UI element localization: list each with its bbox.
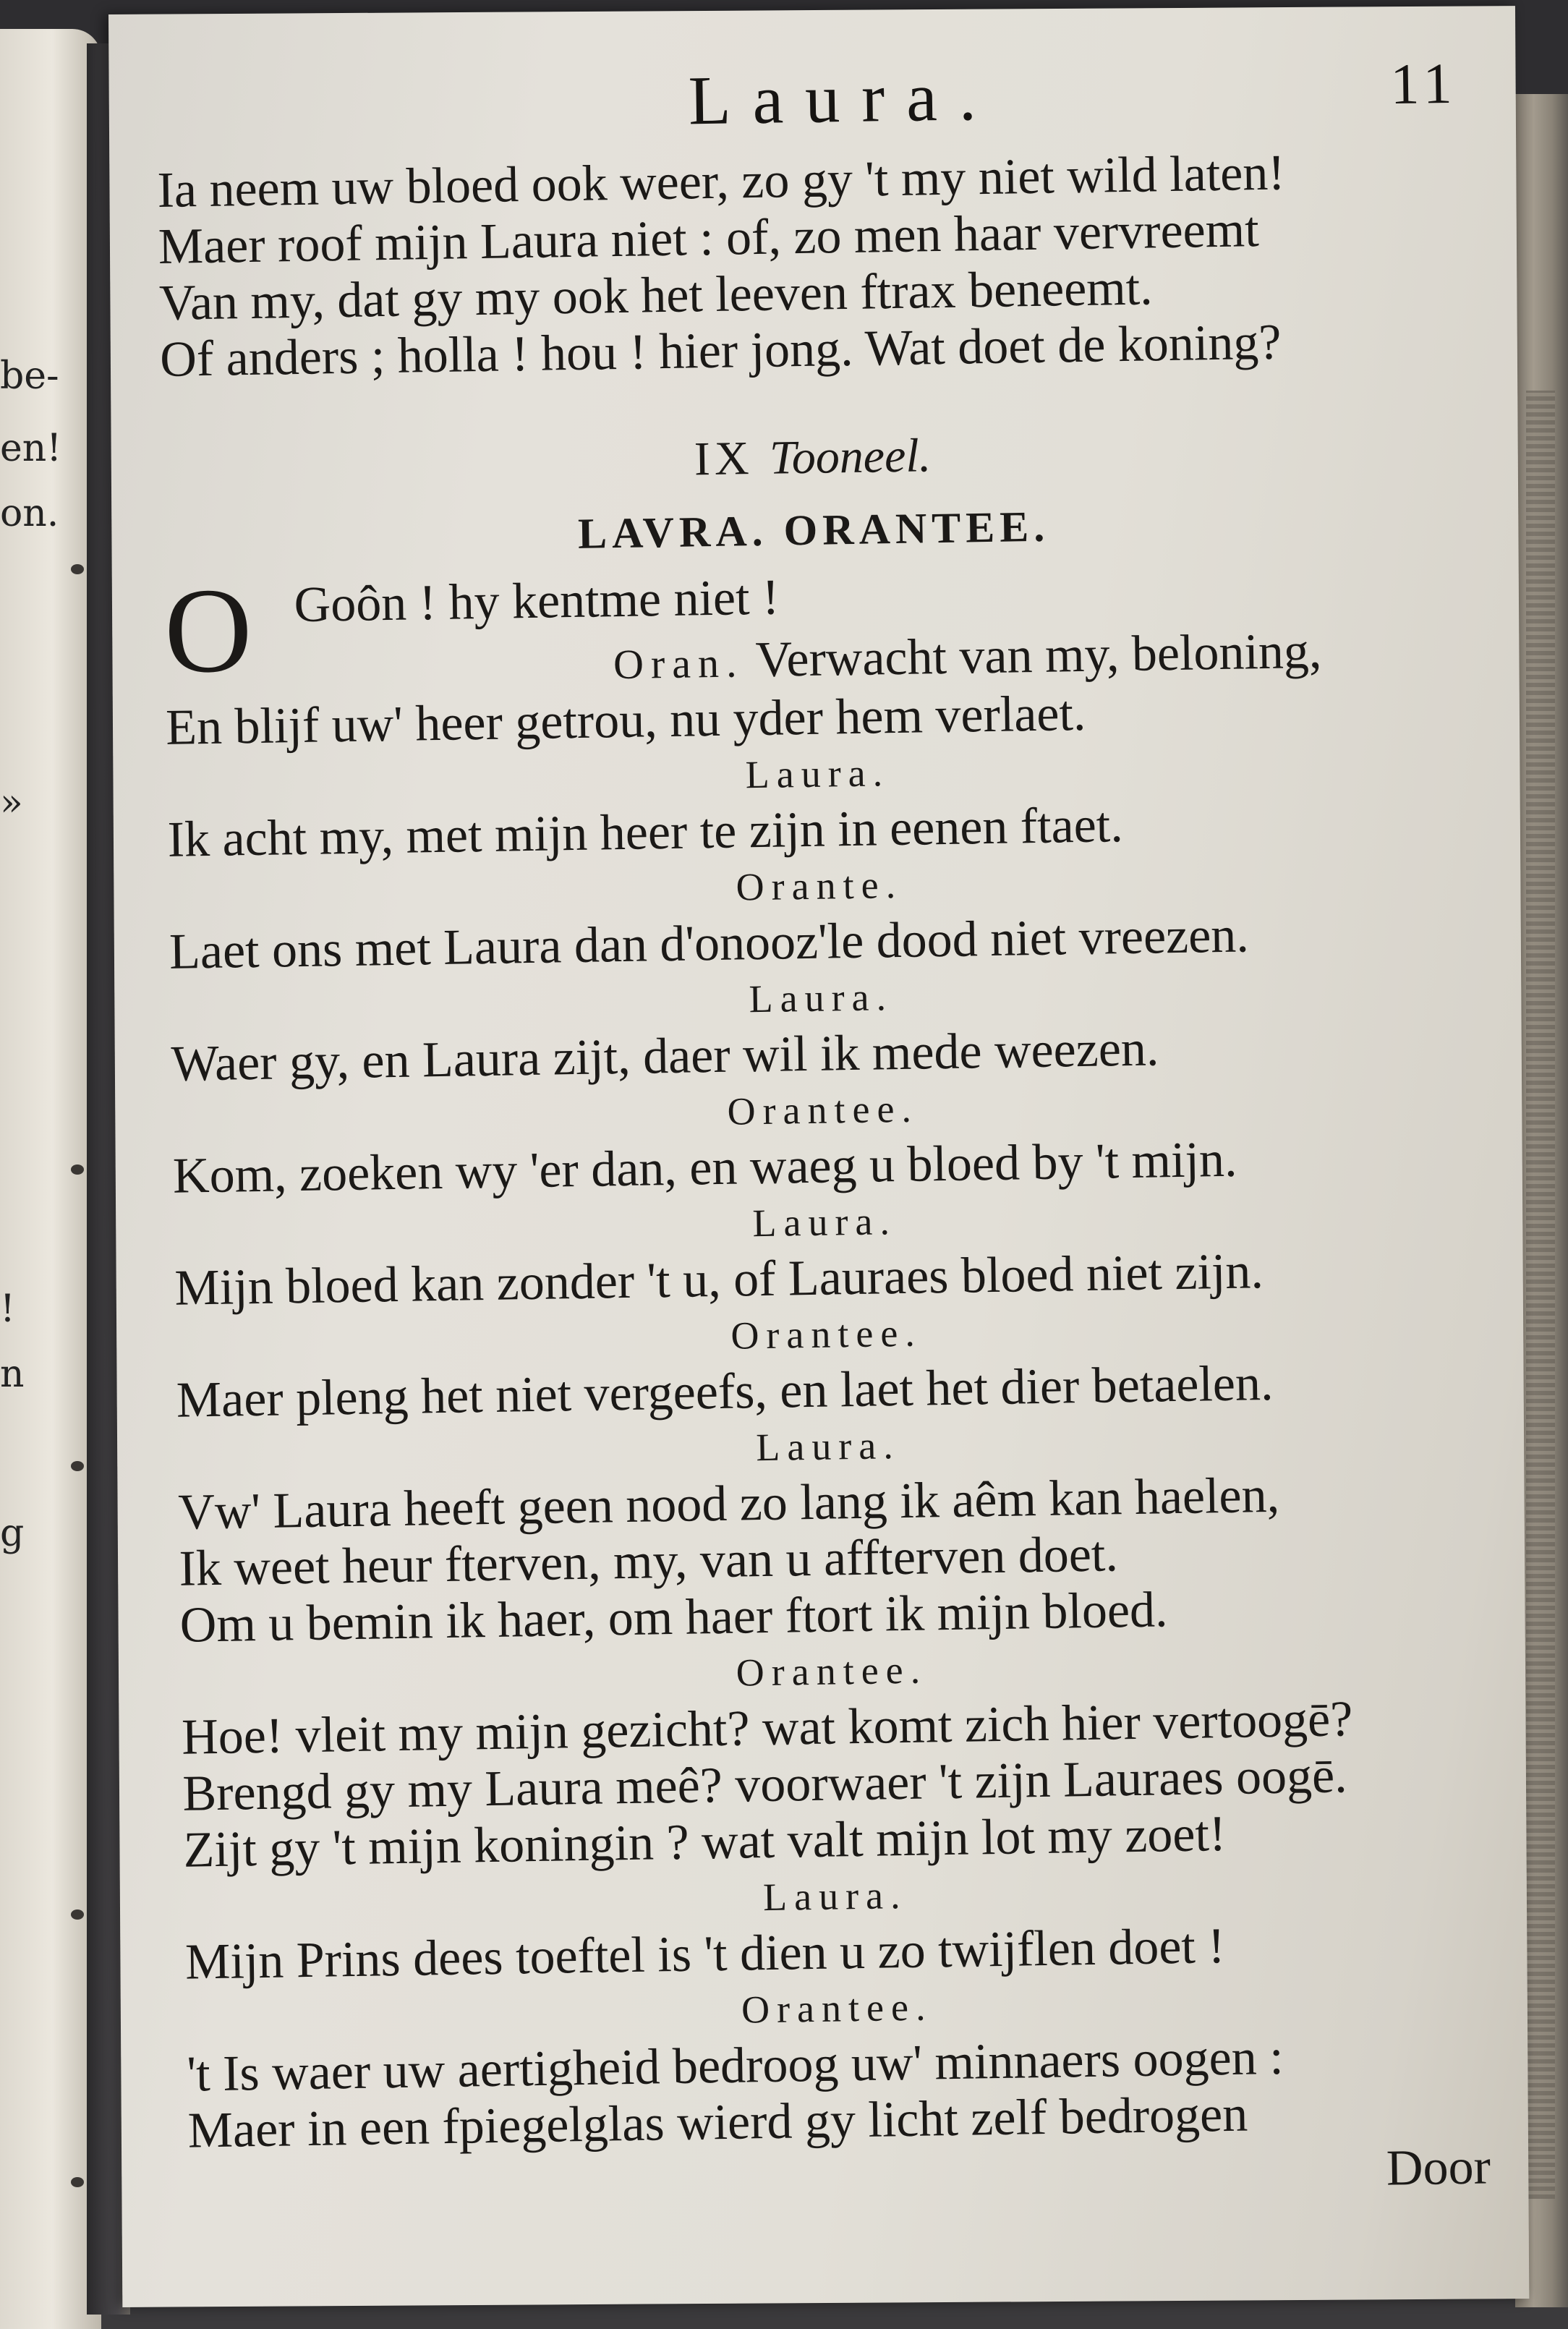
verse-line: Kom, zoeken wy 'er dan, en waeg u bloed by 't mijn. [172, 1131, 1237, 1204]
verse-line: Ik acht my, met mijn heer te zijn in eenen ftaet. [167, 797, 1124, 868]
running-title: Laura. [688, 56, 999, 140]
speaker-label: Oran. [613, 639, 744, 689]
binding-hole [71, 1164, 84, 1175]
verse-line: Maer pleng het niet vergeefs, en laet het dier betaelen. [176, 1355, 1274, 1429]
binding-hole [71, 564, 84, 574]
facing-page-fragment: » [0, 781, 23, 825]
scene-number: IX [694, 432, 754, 486]
facing-page-fragment: ! [0, 1287, 15, 1331]
verse-line: Ia neem uw bloed ook weer, zo gy 't my niet wild laten! [157, 145, 1286, 218]
speaker-label: Laura. [752, 1199, 898, 1246]
speaker-label: Orantee. [730, 1311, 923, 1358]
scene-label: Tooneel. [769, 429, 932, 485]
verse-line: Brengd gy my Laura meê? voorwaer 't zijn Lauraes oogē. [182, 1747, 1348, 1822]
facing-page-fragment: en! [0, 427, 62, 470]
verse-line: Verwacht van my, beloning, [755, 623, 1322, 689]
speaker-label: Orante. [736, 862, 903, 909]
verse-line: Zijt gy 't mijn koningin ? wat valt mijn lot my zoet! [183, 1806, 1227, 1878]
verse-line: Goôn ! hy kentme niet ! [294, 569, 780, 634]
verse-line: Laet ons met Laura dan d'onooz'le dood niet vreezen. [169, 907, 1250, 980]
speaker-label: Laura. [755, 1423, 901, 1470]
binding-hole [71, 1461, 84, 1471]
speaker-label: Laura. [762, 1873, 908, 1920]
verse-line: Maer in een fpiegelglas wierd gy licht zelf bedrogen [187, 2086, 1248, 2159]
verse-line: Of anders ; holla ! hou ! hier jong. Wat doet de koning? [159, 314, 1282, 388]
speaker-label: Laura. [749, 975, 894, 1021]
dialogue [166, 736, 1490, 2160]
verse-line: Ik weet heur fterven, my, van u affterven doet. [178, 1526, 1119, 1597]
verse-line: Vw' Laura heeft geen nood zo lang ik aêm kan haelen, [177, 1467, 1280, 1541]
facing-page-fragment: n [0, 1353, 25, 1396]
page-text [155, 48, 1491, 2216]
verse-line: Waer gy, en Laura zijt, daer wil ik mede weezen. [171, 1021, 1159, 1092]
catchword: Door [1386, 2139, 1491, 2197]
verse-line: En blijf uw' heer getrou, nu yder hem verlaet. [165, 685, 1086, 756]
verse-line: Mijn bloed kan zonder 't u, of Lauraes bloed niet zijn. [174, 1243, 1264, 1316]
facing-page-fragment: g [0, 1512, 25, 1555]
facing-page-fragment: on. [0, 492, 59, 535]
verse-line: Van my, dat gy my ook het leeven ftrax beneemt. [158, 260, 1154, 331]
binding-hole [71, 2177, 84, 2187]
verse-line: Hoe! vleit my mijn gezicht? wat komt zich hier vertoogē? [181, 1691, 1353, 1766]
facing-plate-edge [1526, 391, 1555, 2199]
speaker-label: Orantee. [727, 1086, 919, 1133]
verse-line: 't Is waer uw aertigheid bedroog uw' minnaers oogen : [186, 2029, 1284, 2103]
scene-persons: LAVRA. ORANTEE. [577, 502, 1050, 558]
verse-line: Mijn Prins dees toeftel is 't dien u zo twijflen doet ! [184, 1918, 1226, 1990]
verse-line: Maer roof mijn Laura niet : of, zo men haar vervreemt [158, 202, 1260, 275]
drop-capital: O [163, 563, 253, 699]
facing-page-fragment: be- [0, 354, 59, 398]
speaker-label: Laura. [745, 751, 890, 797]
binding-hole [71, 1909, 84, 1920]
speaker-label: Orantee. [741, 1985, 933, 2032]
page-number: 11 [1389, 51, 1459, 117]
opening-verses [157, 142, 1462, 388]
verse-line: Om u bemin ik haer, om haer ftort ik mijn bloed. [179, 1582, 1169, 1653]
speaker-label: Orantee. [736, 1648, 928, 1695]
